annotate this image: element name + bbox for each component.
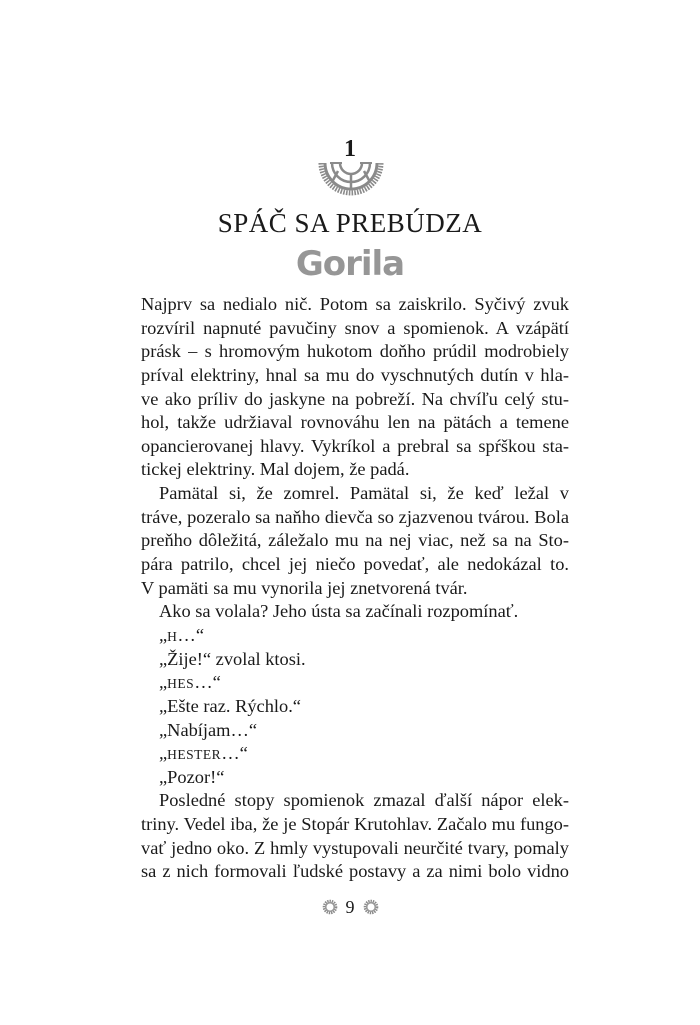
text-line: triny. Vedel iba, že je Stopár Krutohlav. Začalo mu fungo- [141, 814, 569, 835]
text-line: tráve, pozeralo sa naňho dievča so zjazvenou tvárou. Bola [141, 506, 569, 527]
text-line: V pamäti sa mu vynorila jej znetvorená tvár. [141, 577, 468, 598]
page-number: 9 [345, 897, 355, 917]
chapter-body [141, 293, 569, 884]
text-line: „HES…“ [159, 672, 221, 693]
text-line: „H…“ [159, 624, 204, 645]
text-line: „Ešte raz. Rýchlo.“ [159, 695, 301, 716]
half-gear-icon [318, 160, 384, 198]
text-line: „HESTER…“ [159, 743, 248, 764]
text-line: vať jedno oko. Z hmly vystupovali neurčité tvary, pomaly [141, 837, 569, 858]
text-line: ve ako príliv do jaskyne na pobreží. Na chvíľu celý stu- [141, 388, 569, 409]
text-line: „Žije!“ zvolal ktosi. [159, 648, 306, 669]
text-line: hol, takže udržiaval rovnováhu len na pätách a temene [141, 412, 569, 433]
chapter-title: SPÁČ SA PREBÚDZA [217, 208, 483, 238]
text-line: opancierovanej hlavy. Vykríkol a prebral sa spŕškou sta- [141, 435, 569, 456]
text-line: sa z nich formovali ľudské postavy a za nimi bolo vidno [141, 861, 569, 882]
chapter-number: 1 [344, 136, 356, 162]
gear-icon [322, 899, 338, 915]
text-line: Najprv sa nedialo nič. Potom sa zaiskrilo. Syčivý zvuk [141, 294, 569, 314]
text-line: tickej elektriny. Mal dojem, že padá. [141, 459, 410, 480]
gear-icon [363, 899, 379, 915]
page-footer [0, 896, 700, 918]
text-line: Ako sa volala? Jeho ústa sa začínali rozpomínať. [159, 601, 519, 622]
text-line: Posledné stopy spomienok zmazal ďalší nápor elek- [159, 790, 569, 811]
text-line: pára patrilo, chcel jej niečo povedať, ale nedokázal to. [141, 554, 569, 575]
text-line: „Nabíjam…“ [159, 719, 258, 740]
text-line: preňho dôležitá, záležalo mu na nej viac, než sa na Sto- [141, 530, 569, 551]
text-line: „Pozor!“ [159, 766, 225, 787]
text-line: príval elektriny, hnal sa mu do vyschnutých dutín v hla- [141, 364, 569, 385]
text-line: rozvíril napnuté pavučiny snov a spomienok. A vzápätí [141, 317, 569, 338]
text-line: prásk – s hromovým hukotom doňho prúdil modrobiely [141, 341, 569, 362]
text-line: Pamätal si, že zomrel. Pamätal si, že keď ležal v [159, 483, 569, 504]
watermark: Gorila [295, 244, 405, 284]
